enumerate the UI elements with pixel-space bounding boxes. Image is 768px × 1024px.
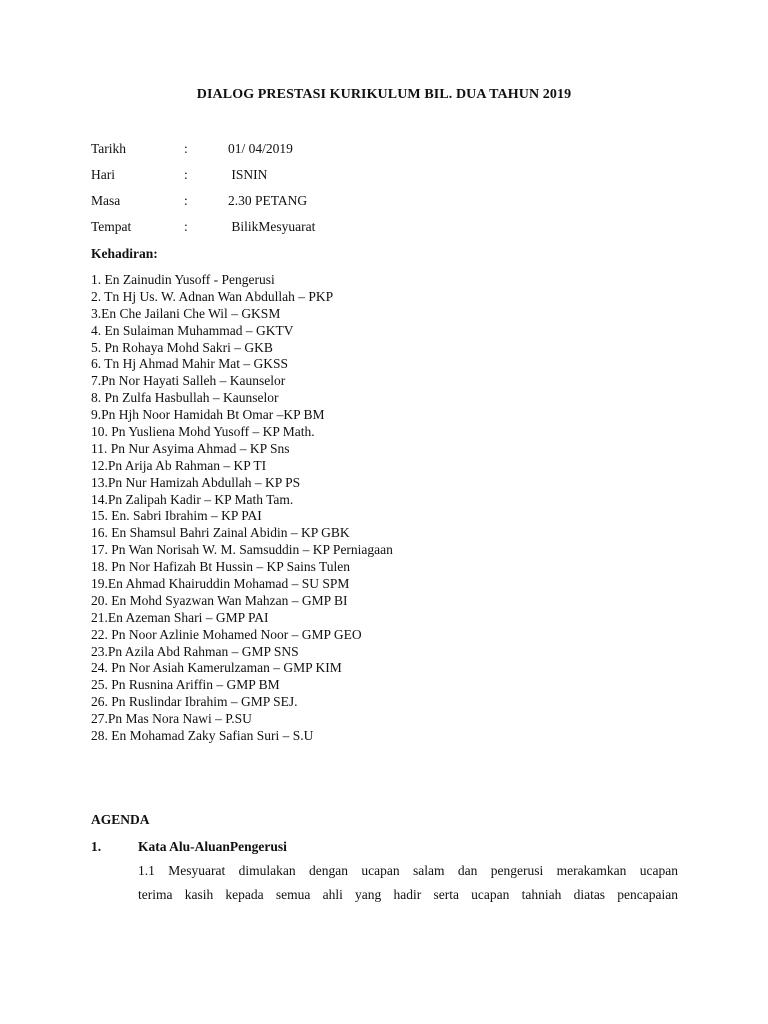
attendee-item: 6. Tn Hj Ahmad Mahir Mat – GKSS (91, 356, 289, 372)
attendee-item: 9.Pn Hjh Noor Hamidah Bt Omar –KP BM (91, 407, 325, 423)
attendee-item: 25. Pn Rusnina Ariffin – GMP BM (91, 677, 280, 693)
meta-colon: : (184, 141, 188, 156)
agenda-heading: AGENDA (91, 812, 150, 827)
attendee-item: 20. En Mohd Syazwan Wan Mahzan – GMP BI (91, 592, 348, 608)
section-number: 1. (91, 839, 102, 854)
attendee-item: 15. En. Sabri Ibrahim – KP PAI (91, 508, 262, 524)
attendee-item: 23.Pn Azila Abd Rahman – GMP SNS (91, 643, 299, 659)
attendee-item: 10. Pn Yusliena Mohd Yusoff – KP Math. (91, 424, 315, 440)
section-title: Kata Alu-AluanPengerusi (138, 839, 287, 854)
paragraph-line: 1.1 Mesyuarat dimulakan dengan ucapan salam dan pengerusi merakamkan ucapan (138, 863, 678, 878)
meta-label: Tarikh (91, 141, 127, 156)
attendee-item: 16. En Shamsul Bahri Zainal Abidin – KP GBK (91, 525, 350, 541)
meta-label: Tempat (91, 219, 132, 234)
paragraph-line: terima kasih kepada semua ahli yang hadir serta ucapan tahniah diatas pencapaian (138, 887, 678, 902)
meta-value: ISNIN (228, 167, 268, 182)
attendee-item: 7.Pn Nor Hayati Salleh – Kaunselor (91, 373, 286, 389)
attendee-item: 11. Pn Nur Asyima Ahmad – KP Sns (91, 440, 290, 456)
meta-colon: : (184, 193, 188, 208)
attendee-item: 27.Pn Mas Nora Nawi – P.SU (91, 711, 252, 727)
attendee-item: 1. En Zainudin Yusoff - Pengerusi (91, 272, 275, 287)
attendee-item: 4. En Sulaiman Muhammad – GKTV (91, 322, 294, 338)
attendee-item: 14.Pn Zalipah Kadir – KP Math Tam. (91, 491, 294, 507)
document-title: DIALOG PRESTASI KURIKULUM BIL. DUA TAHUN 2019 (196, 87, 572, 102)
meta-colon: : (184, 219, 188, 234)
attendee-item: 18. Pn Nor Hafizah Bt Hussin – KP Sains Tulen (91, 559, 351, 575)
attendee-list (91, 272, 393, 745)
attendance-heading: Kehadiran: (91, 246, 158, 261)
attendee-item: 17. Pn Wan Norisah W. M. Samsuddin – KP Perniagaan (91, 542, 393, 558)
attendee-item: 19.En Ahmad Khairuddin Mohamad – SU SPM (91, 576, 350, 592)
meta-colon: : (184, 167, 188, 182)
meta-label: Masa (91, 193, 121, 208)
attendee-item: 28. En Mohamad Zaky Safian Suri – S.U (91, 728, 314, 744)
meta-value: BilikMesyuarat (228, 219, 316, 234)
meta-label: Hari (91, 167, 115, 182)
meta-value: 01/ 04/2019 (228, 141, 293, 156)
attendee-item: 24. Pn Nor Asiah Kamerulzaman – GMP KIM (91, 660, 342, 676)
attendee-item: 22. Pn Noor Azlinie Mohamed Noor – GMP GEO (91, 626, 362, 642)
attendee-item: 2. Tn Hj Us. W. Adnan Wan Abdullah – PKP (91, 288, 334, 304)
attendee-item: 12.Pn Arija Ab Rahman – KP TI (91, 457, 267, 473)
attendee-item: 21.En Azeman Shari – GMP PAI (91, 609, 269, 625)
attendee-item: 26. Pn Ruslindar Ibrahim – GMP SEJ. (91, 694, 298, 710)
attendee-item: 8. Pn Zulfa Hasbullah – Kaunselor (91, 390, 279, 406)
meta-value: 2.30 PETANG (228, 193, 308, 208)
attendee-item: 13.Pn Nur Hamizah Abdullah – KP PS (91, 474, 301, 490)
attendee-item: 5. Pn Rohaya Mohd Sakri – GKB (91, 339, 273, 355)
attendee-item: 3.En Che Jailani Che Wil – GKSM (91, 305, 281, 321)
